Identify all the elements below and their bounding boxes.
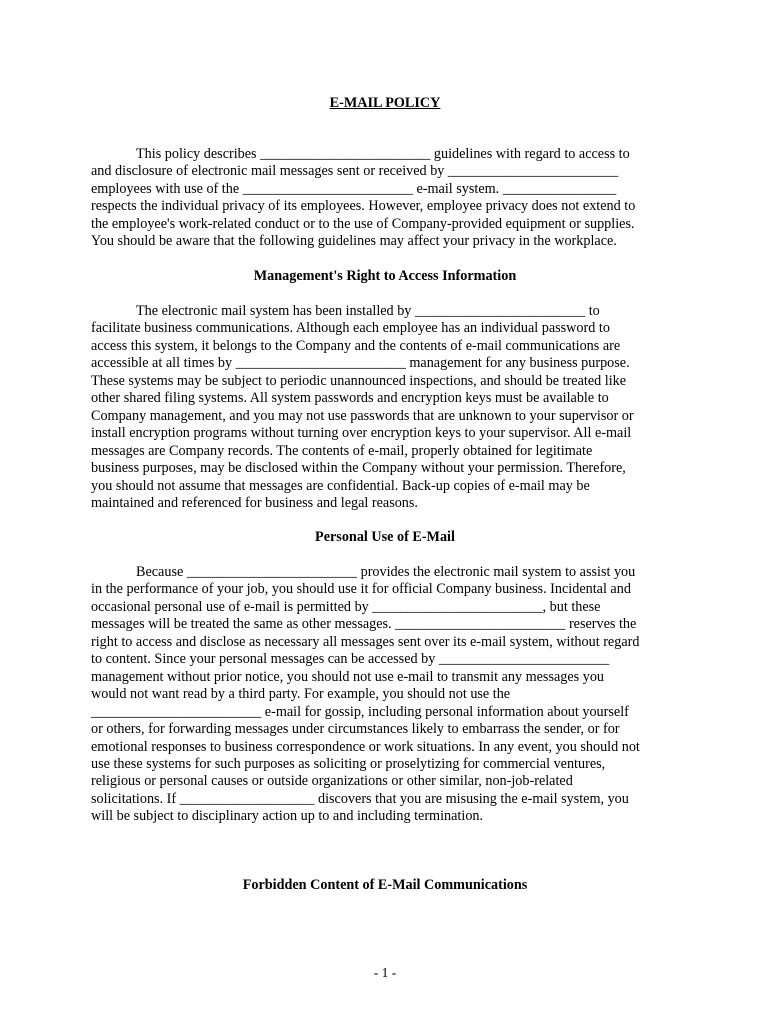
paragraph-line: to content. Since your personal messages can be accessed by ________________________: [91, 651, 610, 668]
paragraph-line: you should not assume that messages are confidential. Back-up copies of e-mail may be: [91, 477, 590, 494]
paragraph-line: ________________________ e-mail for gossip, including personal information about yourself: [91, 703, 629, 720]
paragraph-line: accessible at all times by ________________________ management for any business purpose.: [91, 355, 630, 372]
paragraph-line: This policy describes ________________________ guidelines with regard to access to: [136, 146, 630, 162]
paragraph-line: messages are Company records. The contents of e-mail, properly obtained for legitimate: [91, 442, 593, 459]
paragraph-line: emotional responses to business correspondence or work situations. In any event, you should not: [91, 738, 640, 755]
paragraph-line: maintained and referenced for business and legal reasons.: [91, 494, 418, 511]
paragraph-line: or others, for forwarding messages under circumstances likely to embarrass the sender, or for: [91, 721, 620, 738]
paragraph-line: in the performance of your job, you should use it for official Company business. Incidental and: [91, 581, 631, 598]
paragraph-line: management without prior notice, you should not use e-mail to transmit any messages you: [91, 668, 605, 685]
paragraph-line: Because ________________________ provides the electronic mail system to assist you: [136, 564, 636, 580]
paragraph-line: business purposes, may be disclosed within the Company without your permission. Therefore,: [91, 460, 626, 477]
paragraph-line: Company management, and you may not use passwords that are unknown to your supervisor or: [91, 407, 634, 424]
paragraph-line: install encryption programs without turning over encryption keys to your supervisor. All e-mail: [91, 425, 632, 442]
paragraph-line: occasional personal use of e-mail is permitted by ________________________, but these: [91, 598, 601, 615]
paragraph-line: facilitate business communications. Although each employee has an individual password to: [91, 320, 610, 337]
paragraph-line: These systems may be subject to periodic unannounced inspections, and should be treated like: [91, 372, 627, 389]
paragraph-line: You should be aware that the following guidelines may affect your privacy in the workplace.: [91, 233, 617, 250]
paragraph-line: solicitations. If ___________________ discovers that you are misusing the e-mail system, you: [91, 790, 629, 807]
paragraph-line: the employee's work-related conduct or to the use of Company-provided equipment or supplies.: [91, 215, 635, 232]
paragraph-line: would not want read by a third party. For example, you should not use the: [91, 686, 511, 703]
paragraph-line: will be subject to disciplinary action up to and including termination.: [91, 808, 484, 825]
personal-use-paragraph: [91, 564, 677, 826]
paragraph-line: use these systems for such purposes as soliciting or proselytizing for commercial ventures,: [91, 755, 606, 772]
intro-paragraph: [91, 146, 677, 251]
paragraph-line: The electronic mail system has been installed by ________________________ to: [136, 303, 600, 319]
paragraph-line: and disclosure of electronic mail messages sent or received by ________________________: [91, 163, 619, 180]
management-access-paragraph: [91, 303, 677, 512]
paragraph-line: access this system, it belongs to the Company and the contents of e-mail communications are: [91, 337, 621, 354]
paragraph-line: other shared filing systems. All system passwords and encryption keys must be available to: [91, 390, 609, 407]
section-heading-forbidden-content: Forbidden Content of E-Mail Communications: [242, 877, 528, 893]
paragraph-line: messages will be treated the same as other messages. ________________________ reserves the: [91, 616, 637, 633]
document-title: E-MAIL POLICY: [329, 95, 441, 111]
paragraph-line: religious or personal causes or outside organizations or other similar, non-job-related: [91, 773, 573, 790]
section-heading-management-access: Management's Right to Access Information: [253, 268, 517, 284]
paragraph-line: right to access and disclose as necessary all messages sent over its e-mail system, without regard: [91, 633, 640, 650]
page-number: - 1 -: [373, 965, 397, 980]
paragraph-line: employees with use of the ________________________ e-mail system. ________________: [91, 180, 617, 197]
paragraph-line: respects the individual privacy of its employees. However, employee privacy does not extend to: [91, 198, 636, 215]
section-heading-personal-use: Personal Use of E-Mail: [315, 529, 455, 545]
